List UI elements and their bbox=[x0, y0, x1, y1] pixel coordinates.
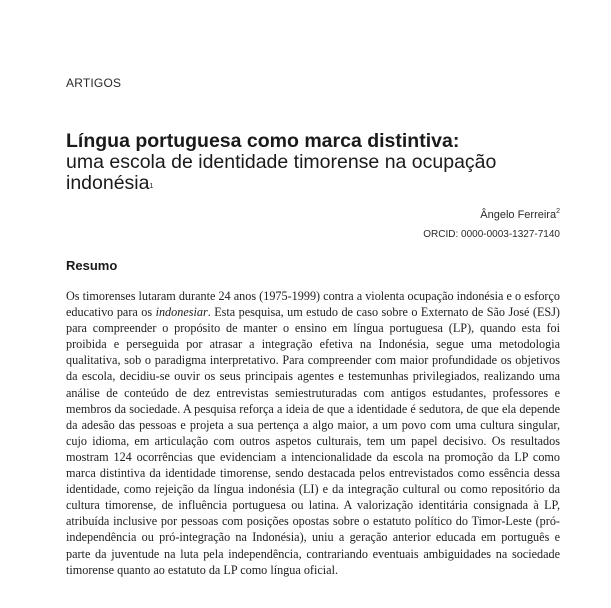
author-name-text: Ângelo Ferreira bbox=[480, 209, 557, 221]
title-subtitle bbox=[66, 152, 566, 194]
author-orcid[interactable]: ORCID: 0000-0003-1327-7140 bbox=[423, 229, 560, 240]
article-title bbox=[66, 131, 566, 194]
author-name bbox=[480, 209, 560, 221]
abstract-italic-term: indonesiar bbox=[155, 305, 208, 320]
abstract-text-part2: . Esta pesquisa, um estudo de caso sobre o Externato de São José (ESJ) para compreender o propósito de manter o ensino em língua portuguesa (LP), quando esta foi proibida e perseguida por atrasar a integração efetiva na Indonésia, segue uma metodologia qualitativa, sob o paradigma interpretativo. Para compreender com maior profundidade os objetivos da escola, decidiu-se ouvir os seus principais agentes e testemunhas privilegiados, realizando uma análise de conteúdo de dez entrevistas semiestruturadas com antigos estudantes, professores e membros da sociedade. A pesquisa reforça a ideia de que a identidade é sedutora, de que ela depende da adesão das pessoas e projeta a sua pertença a algo maior, a um povo com uma cultura singular, cujo idioma, em articulação com outros aspetos culturais, tem um papel decisivo. Os resultados mostram 124 ocorrências que evidenciam a intencionalidade da escola na promoção da LP como marca distintiva da identidade timorense, sendo destacada pelos entrevistados como essência dessa identidade, como rejeição da língua indonésia (LI) e da integração cultural ou como repositório da cultura timorense, de influência portuguesa ou latina. A valorização identitária consignada à LP, atribuída inclusive por pessoas com posições opostas sobre o estatuto político do Timor-Leste (pró-independência ou pró-integração na Indonésia), uniu a geração anterior educada em português e parte da juventude na luta pela independência, contrariando eventuais ambiguidades na sociedade timorense quanto ao estatuto da LP como língua oficial. bbox=[66, 305, 560, 577]
abstract-text-part1: Os timorenses lutaram durante 24 anos (1975-1999) contra a violenta ocupação indonésia e o esforço educativo para os bbox=[66, 289, 560, 320]
title-subtitle-text: uma escola de identidade timorense na ocupação indonésia bbox=[66, 151, 497, 194]
title-main: Língua portuguesa como marca distintiva: bbox=[66, 130, 460, 152]
section-label: ARTIGOS bbox=[66, 76, 122, 90]
author-footnote-marker[interactable]: 2 bbox=[556, 208, 560, 215]
abstract-body bbox=[66, 288, 560, 578]
abstract-heading: Resumo bbox=[66, 258, 118, 273]
title-footnote-marker[interactable]: 1 bbox=[149, 183, 154, 190]
